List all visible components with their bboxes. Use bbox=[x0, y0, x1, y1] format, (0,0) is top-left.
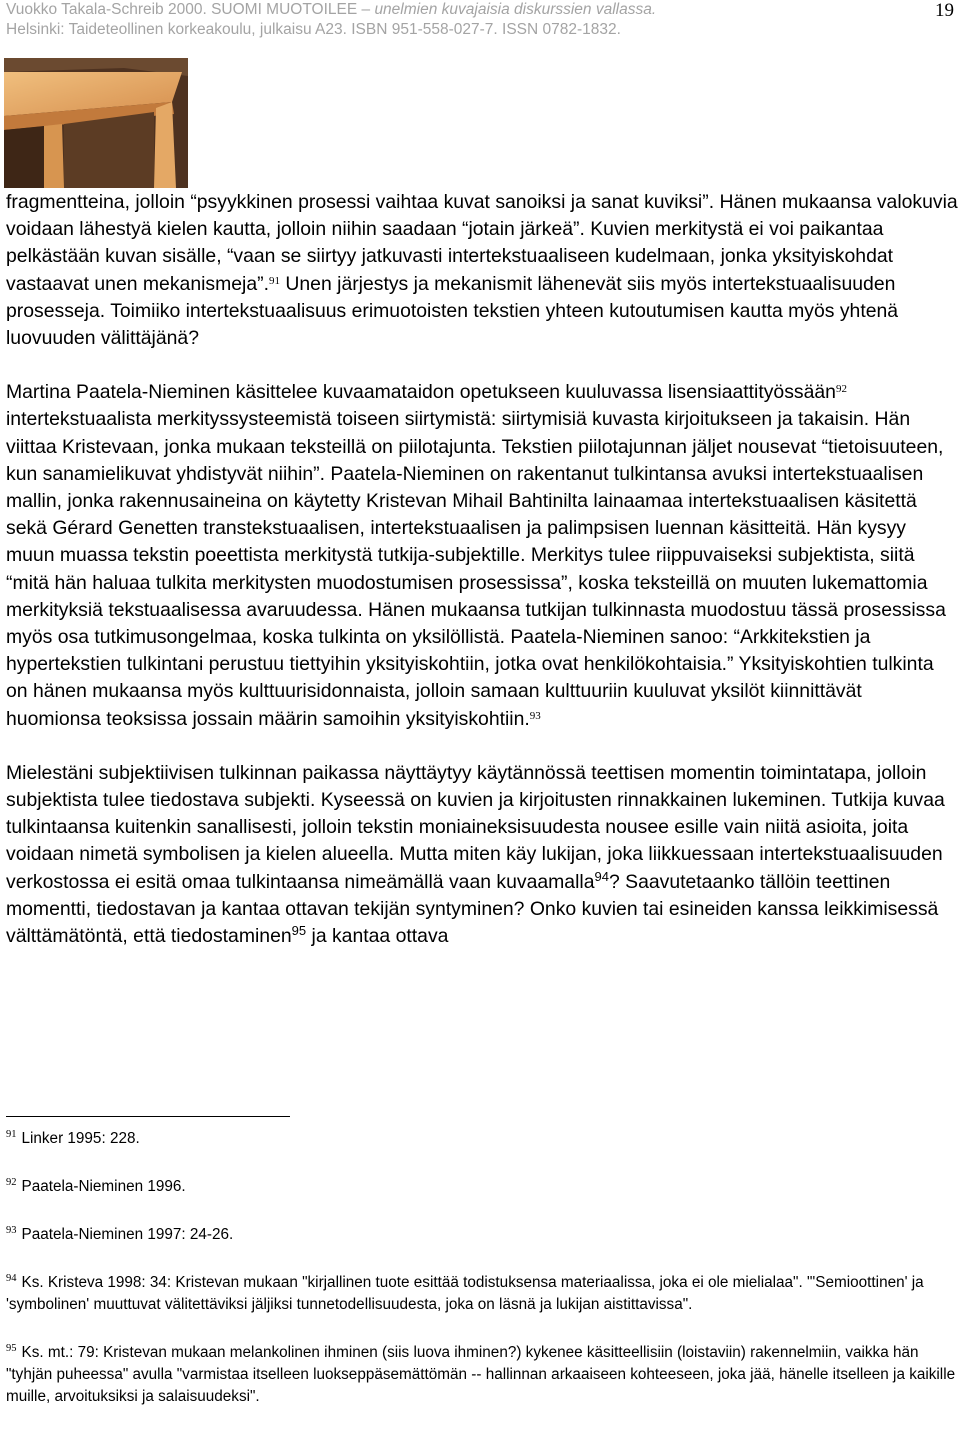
paragraph-3-text-end: ja kantaa ottava bbox=[306, 925, 449, 948]
footnote-text: Ks. mt.: 79: Kristevan mukaan melankolinen ihminen (siis luova ihminen?) kykenee käsitteellisiin (loistaviin) rakennelmiin, vaikka hän "tyhjän puheessa" avulla "varmistaa itselleen luokseppäsemättömän -- hallinnan arkaaiseen kohteeseen, joka jää, hänelle itselleen ja kaikille muille, arvoituksiksi ja salaisuudeksi". bbox=[6, 1344, 956, 1405]
chair-photo bbox=[4, 58, 188, 188]
paragraph-1-text: fragmentteina, jolloin “psyykkinen prosessi vaihtaa kuvat sanoiksi ja sanat kuviksi”. Hänen mukaansa valokuvia voidaan lähestyä kielen kautta, jolloin niihin saadaan “jotain järkeä”. Kuvien merkitystä ei voi paikantaa pelkästään kuvan sisälle, “vaan se siirtyy jatkuvasti intertekstuaaliseen kudelmaan, jonka yksityiskohdat vastaavat unen mekanismeja”. bbox=[6, 191, 958, 295]
footnote-92 bbox=[6, 1176, 956, 1198]
paragraph-2-text: Martina Paatela-Nieminen käsittelee kuvaamataidon opetukseen kuuluvassa lisensiaattityössään bbox=[6, 381, 836, 404]
footnote-91 bbox=[6, 1128, 956, 1150]
paragraph-3-text-cont: ? Saavutetaanko tällöin teettinen momentti, tiedostavan ja kantaa ottavan tekijän syntyminen? Onko kuvien tai esineiden kanssa leikkimisessä välttämätöntä, että tiedostaminen bbox=[6, 870, 939, 948]
footnote-text: Linker 1995: 228. bbox=[21, 1130, 140, 1147]
footnote-text: Paatela-Nieminen 1996. bbox=[21, 1178, 186, 1195]
header-citation-line2: Helsinki: Taideteollinen korkeakoulu, julkaisu A23. ISBN 951-558-027-7. ISSN 0782-1832. bbox=[6, 21, 621, 38]
footnote-94 bbox=[6, 1272, 956, 1316]
header-author-title: Vuokko Takala-Schreib 2000. SUOMI MUOTOILEE – bbox=[6, 1, 375, 18]
footnote-93 bbox=[6, 1224, 956, 1246]
footnote-ref-92[interactable]: 92 bbox=[835, 383, 847, 396]
footnote-text: Ks. Kristeva 1998: 34: Kristevan mukaan "kirjallinen tuote esittää todistuksensa materiaalissa, joka ei ole mielialaa". "'Semioottinen' ja 'symbolinen' muuttuvat välitettäviksi jäljiksi tunnetodellisuudesta, joka on läsnä ja lukijan aistittavissa". bbox=[6, 1274, 924, 1313]
footnote-95 bbox=[6, 1342, 956, 1408]
footnote-text: Paatela-Nieminen 1997: 24-26. bbox=[21, 1226, 234, 1243]
page-number: 19 bbox=[935, 0, 954, 21]
footnote-ref-95[interactable]: 95 bbox=[291, 923, 307, 939]
footnote-ref-91[interactable]: 91 bbox=[269, 274, 280, 287]
header-subtitle: unelmien kuvajaisia diskurssien vallassa. bbox=[374, 1, 657, 18]
paragraph-1 bbox=[6, 189, 958, 352]
footnote-ref-94[interactable]: 94 bbox=[594, 868, 609, 884]
footnote-number: 94 bbox=[6, 1273, 17, 1284]
footnote-number: 92 bbox=[6, 1177, 17, 1188]
footnote-number: 93 bbox=[6, 1225, 17, 1236]
paragraph-3 bbox=[6, 760, 958, 950]
chair-photo-drawing bbox=[4, 58, 188, 188]
footnote-separator bbox=[6, 1116, 290, 1117]
footnotes bbox=[6, 1128, 956, 1408]
footnote-ref-93[interactable]: 93 bbox=[529, 709, 541, 722]
body-text bbox=[6, 189, 958, 950]
header-citation-line1 bbox=[6, 0, 906, 20]
paragraph-1-text-cont: Unen järjestys ja mekanismit lähenevät siis myös intertekstuaalisuuden prosesseja. Toimiiko intertekstuaalisuus erimuotoisten tekstien yhteen kutoutumisen kautta myös yhtenä luovuuden välittäjänä? bbox=[6, 272, 899, 350]
running-header bbox=[6, 0, 906, 40]
paragraph-2 bbox=[6, 379, 958, 733]
footnote-number: 95 bbox=[6, 1343, 17, 1354]
paragraph-3-text: Mielestäni subjektiivisen tulkinnan paikassa näyttäytyy käytännössä teettisen momentin toimintatapa, jolloin subjektista tulee tiedostava subjekti. Kyseessä on kuvien ja kirjoitusten rinnakkainen lukeminen. Tutkija kuvaa tulkintaansa kuitenkin sanallisesti, jolloin tekstin moniaineksisuudesta nousee esille vain niitä asioita, joita voidaan nimetä symbolisen ja kielen alueella. Mutta miten käy lukijan, joka liikkuessaan intertekstuaalisuuden verkostossa ei esitä omaa tulkintaansa nimeämällä vaan kuvaamalla bbox=[6, 761, 945, 893]
footnote-number: 91 bbox=[6, 1129, 17, 1140]
paragraph-2-text-cont: intertekstuaalista merkityssysteemistä toiseen siirtymistä: siirtymisiä kuvasta kirjoitukseen ja takaisin. Hän viittaa Kristevaan, jonka mukaan teksteillä on piilotajunta. Tekstien piilotajunnan jäljet nousevat “tietoisuuteen, kun sanamielikuvat yhdistyvät niihin”. Paatela-Nieminen on rakentanut tulkintansa avuksi intertekstuaalisen mallin, jonka rakennusaineina on käytetty Kristevan Mihail Bahtinilta lainaamaa intertekstuaalisen käsitettä sekä Gérard Genetten transtekstuaalisen, intertekstuaalisen ja palimpsisen luennan käsitteitä. Hän kysyy muun muassa tekstin poeettista merkitystä tutkija-subjektille. Merkitys tulee riippuvaiseksi subjektista, siitä “mitä hän haluaa tulkita merkitysten muodostumisen prosessissa”, koska teksteillä on muuten lukemattomia merkityksiä tekstuaalisessa avaruudessa. Hänen mukaansa tutkijan tulkinnasta muodostuu tässä prosessissa myös osa tutkimusongelmaa, koska tulkinta on yksilöllistä. Paatela-Nieminen sanoo: “Arkkitekstien ja hypertekstien tulkintani perustuu tiettyihin yksityiskohtiin, jotka ovat henkilökohtaisia.” Yksityiskohtien tulkinta on hänen mukaansa myös kulttuurisidonnaista, jolloin samaan kulttuuriin kuuluvat yksilöt kiinnittävät huomionsa teoksissa jossain määrin samoihin yksityiskohtiin. bbox=[6, 408, 946, 730]
